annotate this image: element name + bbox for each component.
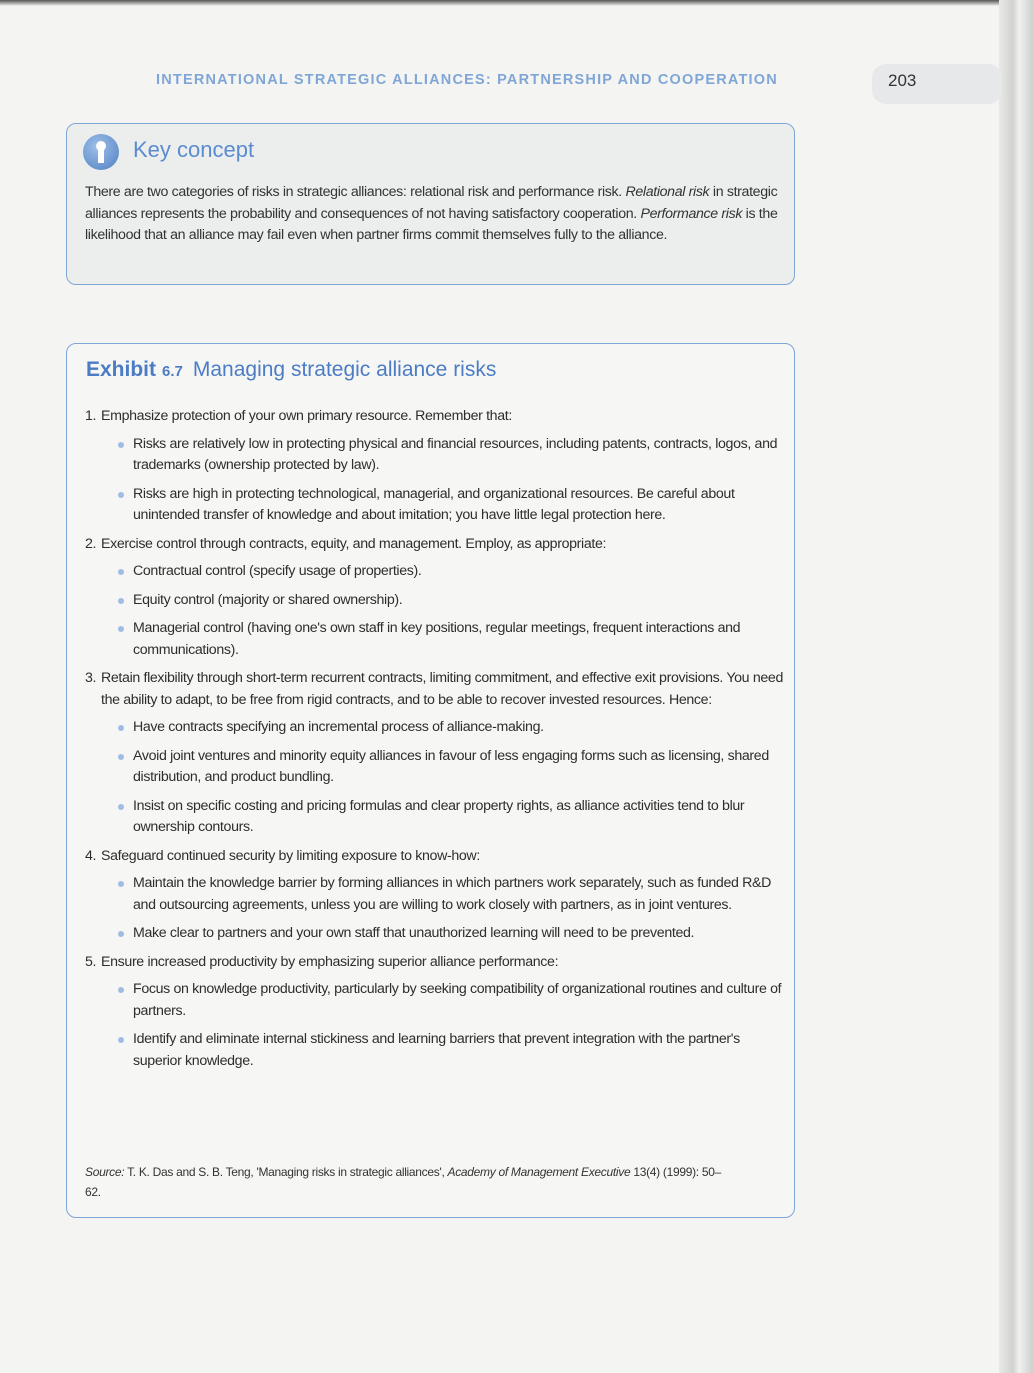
bullet-item: [117, 434, 785, 477]
numbered-item: [85, 534, 785, 662]
key-concept-segment: There are two categories of risks in strategic alliances: relational risk and performance risk.: [85, 184, 626, 200]
bullet-dot-icon: [118, 987, 124, 993]
bullet-item: [117, 484, 785, 527]
key-concept-title: Key concept: [133, 137, 255, 162]
bullet-dot-icon: [118, 442, 124, 448]
bullet-dot-icon: [118, 804, 124, 810]
bullet-item: [117, 590, 785, 612]
bullet-text: Identify and eliminate internal stickiness and learning barriers that prevent integration with the partner's superior knowledge.: [133, 1031, 740, 1069]
exhibit-list: [85, 406, 785, 1079]
bullet-dot-icon: [118, 569, 124, 575]
item-text: Ensure increased productivity by emphasizing superior alliance performance:: [101, 953, 559, 970]
bullet-item: [117, 1029, 785, 1072]
exhibit-box: [66, 343, 795, 1218]
key-concept-box: [66, 123, 795, 285]
bullet-item: [117, 923, 785, 945]
bullet-text: Have contracts specifying an incremental process of alliance-making.: [133, 719, 544, 735]
item-number: 2.: [85, 535, 97, 552]
source-label: Source:: [85, 1165, 125, 1179]
book-spine-edge: [999, 0, 1033, 1373]
source-authors: T. K. Das and S. B. Teng, 'Managing risks in strategic alliances',: [124, 1165, 448, 1179]
bullet-text: Avoid joint ventures and minority equity alliances in favour of less engaging forms such as licensing, shared distribution, and product bundling.: [133, 747, 769, 785]
exhibit-heading: Managing strategic alliance risks: [192, 358, 497, 381]
item-number: 1.: [85, 408, 97, 424]
bullet-dot-icon: [118, 626, 124, 632]
bullet-text: Risks are high in protecting technological, managerial, and organizational resources. Be careful about unintended transfer of knowledge and about imitation; you have little legal protection here.: [133, 485, 735, 523]
bullet-dot-icon: [118, 598, 124, 604]
bullet-text: Managerial control (having one's own staff in key positions, regular meetings, frequent interactions and communications).: [133, 620, 741, 658]
bullet-item: [117, 561, 785, 583]
key-concept-text: [85, 182, 783, 247]
bullet-dot-icon: [118, 725, 124, 731]
bullet-item: [117, 746, 785, 789]
numbered-item: [85, 952, 785, 1073]
item-number: 4.: [85, 847, 97, 864]
item-text: Retain flexibility through short-term recurrent contracts, limiting commitment, and effective exit provisions. You need the ability to adapt, to be free from rigid contracts, and to be able to recover invested resources. Hence:: [101, 670, 783, 708]
bullet-dot-icon: [118, 881, 124, 887]
item-text: Emphasize protection of your own primary resource. Remember that:: [101, 408, 512, 424]
bullet-text: Insist on specific costing and pricing formulas and clear property rights, as alliance activities tend to blur ownership contours.: [133, 797, 745, 835]
bullet-text: Contractual control (specify usage of properties).: [133, 563, 422, 579]
item-number: 3.: [85, 670, 97, 686]
running-head: INTERNATIONAL STRATEGIC ALLIANCES: PARTNERSHIP AND COOPERATION: [156, 72, 778, 88]
key-term: Performance risk: [640, 205, 743, 222]
source-journal: Academy of Management Executive: [447, 1165, 631, 1179]
item-number: 5.: [85, 953, 97, 970]
numbered-item: [85, 846, 785, 945]
bullet-text: Equity control (majority or shared ownership).: [133, 591, 403, 608]
bullet-item: [117, 873, 785, 916]
bullet-text: Risks are relatively low in protecting physical and financial resources, including patents, contracts, logos, and trademarks (ownership protected by law).: [133, 435, 778, 473]
bullet-item: [117, 618, 785, 661]
bullet-item: [117, 979, 785, 1022]
exhibit-label: Exhibit: [86, 358, 157, 381]
bullet-item: [117, 717, 785, 739]
info-keyhole-icon: [83, 134, 119, 170]
numbered-item: [85, 406, 785, 527]
exhibit-number: 6.7: [162, 363, 183, 380]
item-text: Safeguard continued security by limiting exposure to know-how:: [101, 847, 480, 864]
source-citation: 13(4) (1999): 50–62.: [85, 1165, 721, 1199]
bullet-dot-icon: [118, 1037, 124, 1043]
key-concept-segment: in strategic alliances represents the probability and consequences of not having satisfactory cooperation.: [85, 184, 778, 222]
item-text: Exercise control through contracts, equity, and management. Employ, as appropriate:: [101, 535, 607, 552]
key-term: Relational risk: [625, 184, 710, 200]
bullet-dot-icon: [118, 754, 124, 760]
page-top-shadow: [0, 0, 1033, 6]
bullet-text: Make clear to partners and your own staff that unauthorized learning will need to be prevented.: [133, 925, 695, 941]
page-number: 203: [872, 64, 1002, 104]
bullet-item: [117, 796, 785, 839]
bullet-text: Focus on knowledge productivity, particularly by seeking compatibility of organizational routines and culture of partners.: [133, 981, 782, 1019]
exhibit-source: [85, 1162, 725, 1202]
key-concept-segment: is the likelihood that an alliance may fail even when partner firms commit themselves fully to the alliance.: [85, 205, 778, 243]
bullet-dot-icon: [118, 492, 124, 498]
numbered-item: [85, 668, 785, 839]
bullet-dot-icon: [118, 931, 124, 937]
bullet-text: Maintain the knowledge barrier by forming alliances in which partners work separately, such as funded R&D and outsourcing agreements, unless you are willing to work closely with partners, as in joint ventures.: [133, 875, 772, 913]
exhibit-title: [86, 358, 496, 382]
